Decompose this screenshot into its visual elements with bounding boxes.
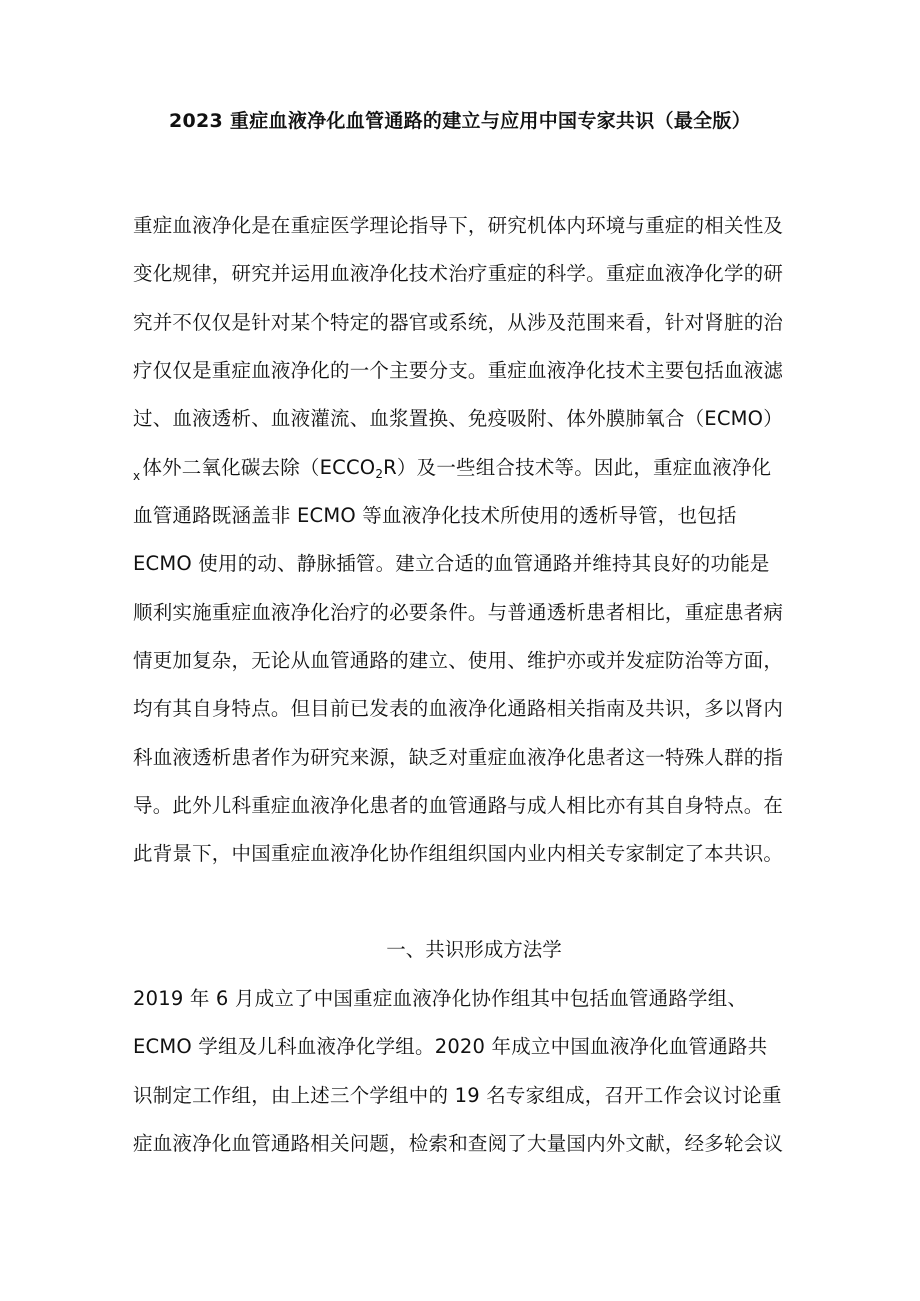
intro-line: 顺利实施重症血液净化治疗的必要条件。与普通透析患者相比，重症患者病	[133, 601, 784, 624]
intro-line: 此背景下，中国重症血液净化协作组组织国内业内相关专家制定了本共识。	[133, 842, 784, 865]
section-line: 2019 年 6 月成立了中国重症血液净化协作组其中包括血管通路学组、	[133, 987, 748, 1010]
intro-line: 血管通路既涵盖非 ECMO 等血液净化技术所使用的透析导管，也包括	[133, 504, 737, 527]
intro-line: 科血液透析患者作为研究来源，缺乏对重症血液净化患者这一特殊人群的指	[133, 746, 784, 769]
intro-line: 过、血液透析、血液灌流、血浆置换、免疫吸附、体外膜肺氧合（ECMO）	[133, 407, 783, 430]
subscript-2: 2	[375, 467, 384, 481]
intro-line: 情更加复杂，无论从血管通路的建立、使用、维护亦或并发症防治等方面，	[133, 649, 784, 672]
section-line: ECMO 学组及儿科血液净化学组。2020 年成立中国血液净化血管通路共	[133, 1035, 768, 1058]
intro-line-subscript	[133, 454, 793, 484]
intro-line: 疗仅仅是重症血液净化的一个主要分支。重症血液净化技术主要包括血液滤	[133, 359, 784, 382]
intro-line: 导。此外儿科重症血液净化患者的血管通路与成人相比亦有其自身特点。在	[133, 794, 784, 817]
intro-line: 变化规律，研究并运用血液净化技术治疗重症的科学。重症血液净化学的研	[133, 262, 784, 285]
x-marker: x	[133, 469, 141, 483]
section-heading: 一、共识形成方法学	[386, 938, 562, 961]
intro-line: 究并不仅仅是针对某个特定的器官或系统，从涉及范围来看，针对肾脏的治	[133, 311, 784, 334]
section-line: 识制定工作组，由上述三个学组中的 19 名专家组成，召开工作会议讨论重	[133, 1084, 782, 1107]
intro-line: 均有其自身特点。但目前已发表的血液净化通路相关指南及共识，多以肾内	[133, 697, 784, 720]
intro-line: ECMO 使用的动、静脉插管。建立合适的血管通路并维持其良好的功能是	[133, 552, 770, 575]
section-line: 症血液净化血管通路相关问题，检索和查阅了大量国内外文献，经多轮会议	[133, 1132, 784, 1155]
document-title: 2023 重症血液净化血管通路的建立与应用中国专家共识（最全版）	[168, 110, 752, 132]
intro-line: 重症血液净化是在重症医学理论指导下，研究机体内环境与重症的相关性及	[133, 214, 784, 237]
intro-line-part: 体外二氧化碳去除（ECCO	[142, 456, 376, 479]
intro-line-part: R）及一些组合技术等。因此，重症血液净化	[383, 456, 772, 479]
